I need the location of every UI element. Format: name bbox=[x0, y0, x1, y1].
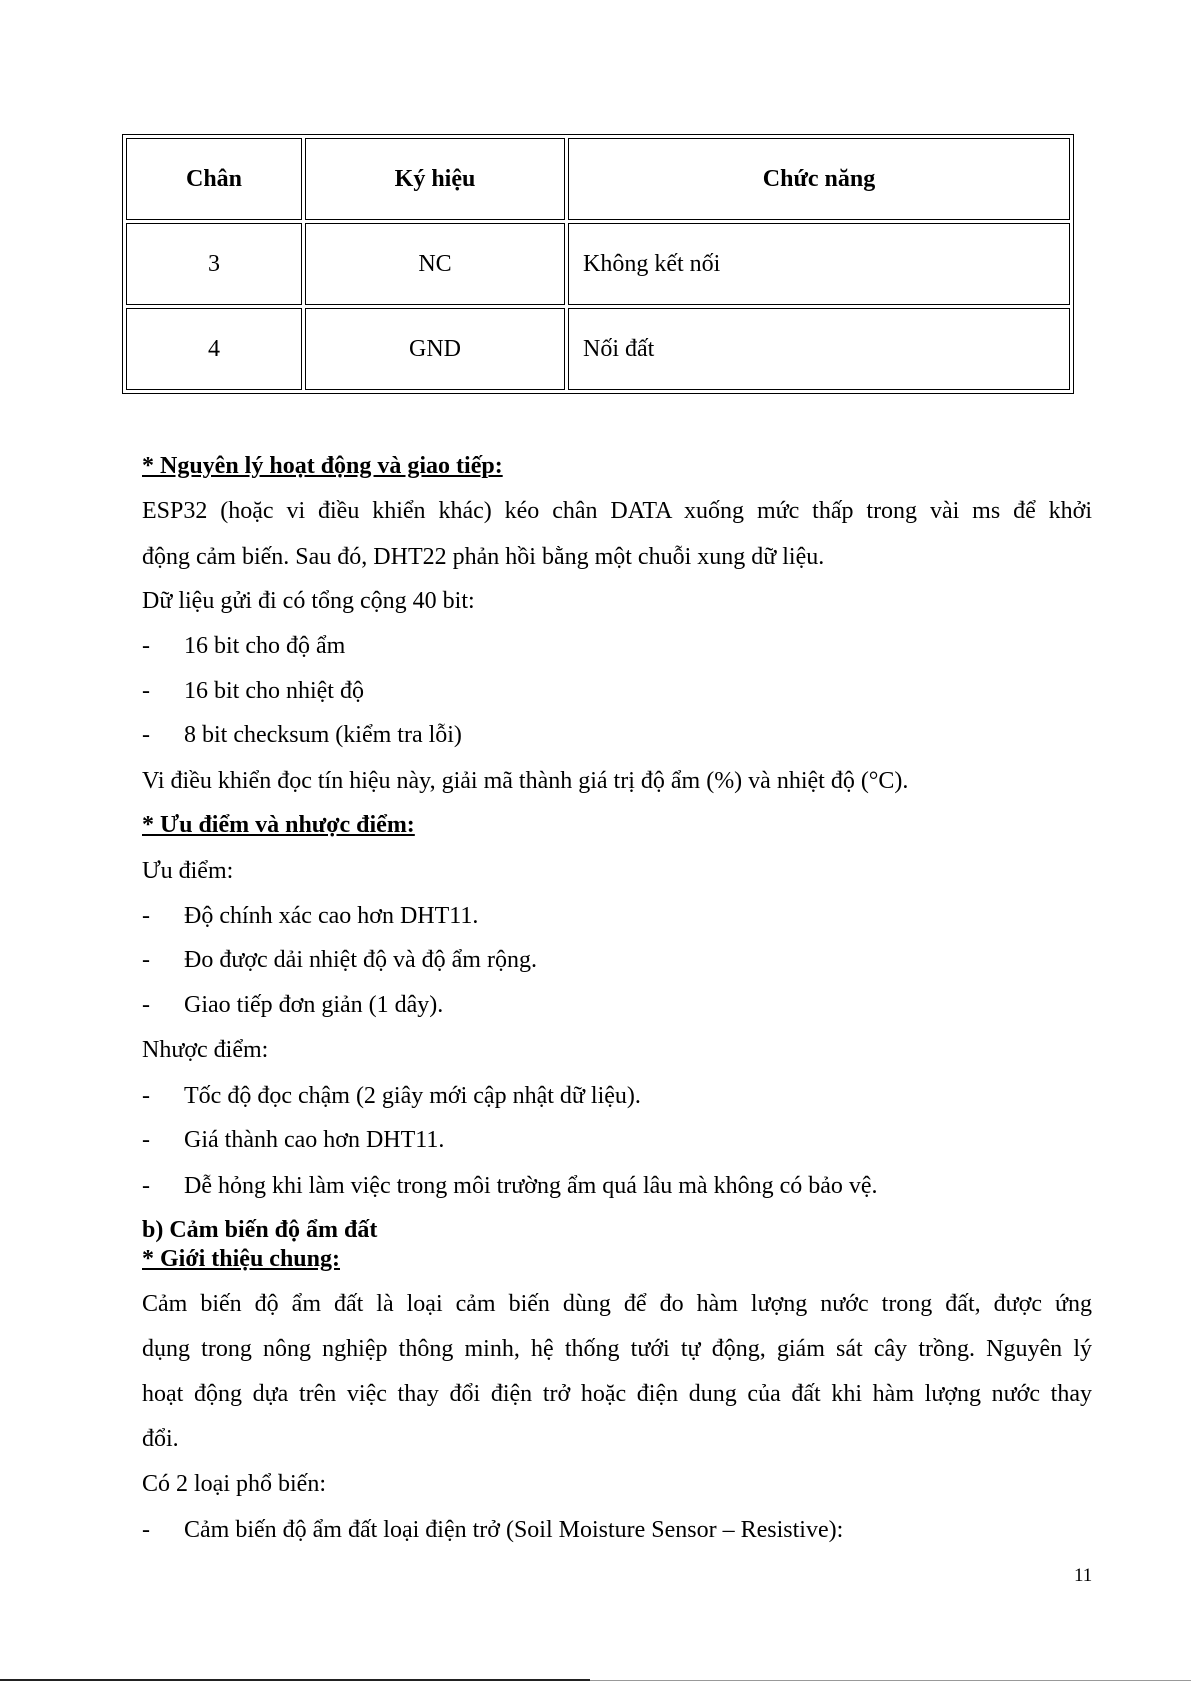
list-item-text: 8 bit checksum (kiểm tra lỗi) bbox=[184, 722, 462, 748]
paragraph-line: đổi. bbox=[142, 1426, 179, 1452]
list-item-text: Đo được dải nhiệt độ và độ ẩm rộng. bbox=[184, 947, 537, 973]
paragraph: Vi điều khiển đọc tín hiệu này, giải mã thành giá trị độ ẩm (%) và nhiệt độ (°C). bbox=[142, 768, 909, 794]
paragraph-line: dụng trong nông nghiệp thông minh, hệ thống tưới tự động, giám sát cây trồng. Nguyên lý bbox=[142, 1336, 1092, 1362]
table-cell: GND bbox=[305, 308, 565, 390]
table-header-cell: Chân bbox=[126, 138, 302, 220]
footer-divider bbox=[0, 1679, 590, 1681]
section-heading-intro: * Giới thiệu chung: bbox=[142, 1246, 340, 1272]
list-item-text: Dễ hỏng khi làm việc trong môi trường ẩm quá lâu mà không có bảo vệ. bbox=[184, 1173, 878, 1199]
list-item-text: Giá thành cao hơn DHT11. bbox=[184, 1127, 445, 1153]
table-header-row bbox=[126, 138, 1070, 220]
list-item-text: Độ chính xác cao hơn DHT11. bbox=[184, 903, 479, 929]
bullet-dash: - bbox=[142, 1127, 150, 1153]
section-heading-proscons: * Ưu điểm và nhược điểm: bbox=[142, 812, 415, 838]
list-item-text: Giao tiếp đơn giản (1 dây). bbox=[184, 992, 444, 1018]
list-item-text: Tốc độ đọc chậm (2 giây mới cập nhật dữ liệu). bbox=[184, 1083, 641, 1109]
list-item-text: Cảm biến độ ẩm đất loại điện trở (Soil Moisture Sensor – Resistive): bbox=[184, 1517, 844, 1543]
table-cell: Nối đất bbox=[568, 308, 1070, 390]
paragraph-line: ESP32 (hoặc vi điều khiển khác) kéo chân DATA xuống mức thấp trong vài ms để khởi bbox=[142, 498, 1092, 524]
bullet-dash: - bbox=[142, 722, 150, 748]
bullet-dash: - bbox=[142, 947, 150, 973]
paragraph-line: hoạt động dựa trên việc thay đổi điện trở hoặc điện dung của đất khi hàm lượng nước thay bbox=[142, 1381, 1092, 1407]
footer-divider bbox=[590, 1680, 1191, 1681]
pin-table bbox=[122, 134, 1074, 394]
table-cell: NC bbox=[305, 223, 565, 305]
table-header-cell: Ký hiệu bbox=[305, 138, 565, 220]
section-heading-principle: * Nguyên lý hoạt động và giao tiếp: bbox=[142, 453, 503, 479]
table-row bbox=[126, 308, 1070, 390]
table-row bbox=[126, 223, 1070, 305]
bullet-dash: - bbox=[142, 1173, 150, 1199]
list-item-text: 16 bit cho nhiệt độ bbox=[184, 678, 364, 704]
subsection-title: b) Cảm biến độ ẩm đất bbox=[142, 1217, 378, 1243]
bullet-dash: - bbox=[142, 903, 150, 929]
bullet-dash: - bbox=[142, 678, 150, 704]
paragraph-line: Cảm biến độ ẩm đất là loại cảm biến dùng để đo hàm lượng nước trong đất, được ứng bbox=[142, 1291, 1092, 1317]
cons-label: Nhược điểm: bbox=[142, 1037, 269, 1063]
pros-label: Ưu điểm: bbox=[142, 858, 234, 884]
bullet-dash: - bbox=[142, 992, 150, 1018]
paragraph: Dữ liệu gửi đi có tổng cộng 40 bit: bbox=[142, 588, 475, 614]
page-number: 11 bbox=[1074, 1565, 1093, 1586]
bullet-dash: - bbox=[142, 1083, 150, 1109]
table-header-cell: Chức năng bbox=[568, 138, 1070, 220]
types-label: Có 2 loại phổ biến: bbox=[142, 1471, 326, 1497]
list-item-text: 16 bit cho độ ẩm bbox=[184, 633, 346, 659]
paragraph-line: động cảm biến. Sau đó, DHT22 phản hồi bằng một chuỗi xung dữ liệu. bbox=[142, 544, 825, 570]
bullet-dash: - bbox=[142, 633, 150, 659]
table-cell: 3 bbox=[126, 223, 302, 305]
bullet-dash: - bbox=[142, 1517, 150, 1543]
table-cell: Không kết nối bbox=[568, 223, 1070, 305]
table-cell: 4 bbox=[126, 308, 302, 390]
